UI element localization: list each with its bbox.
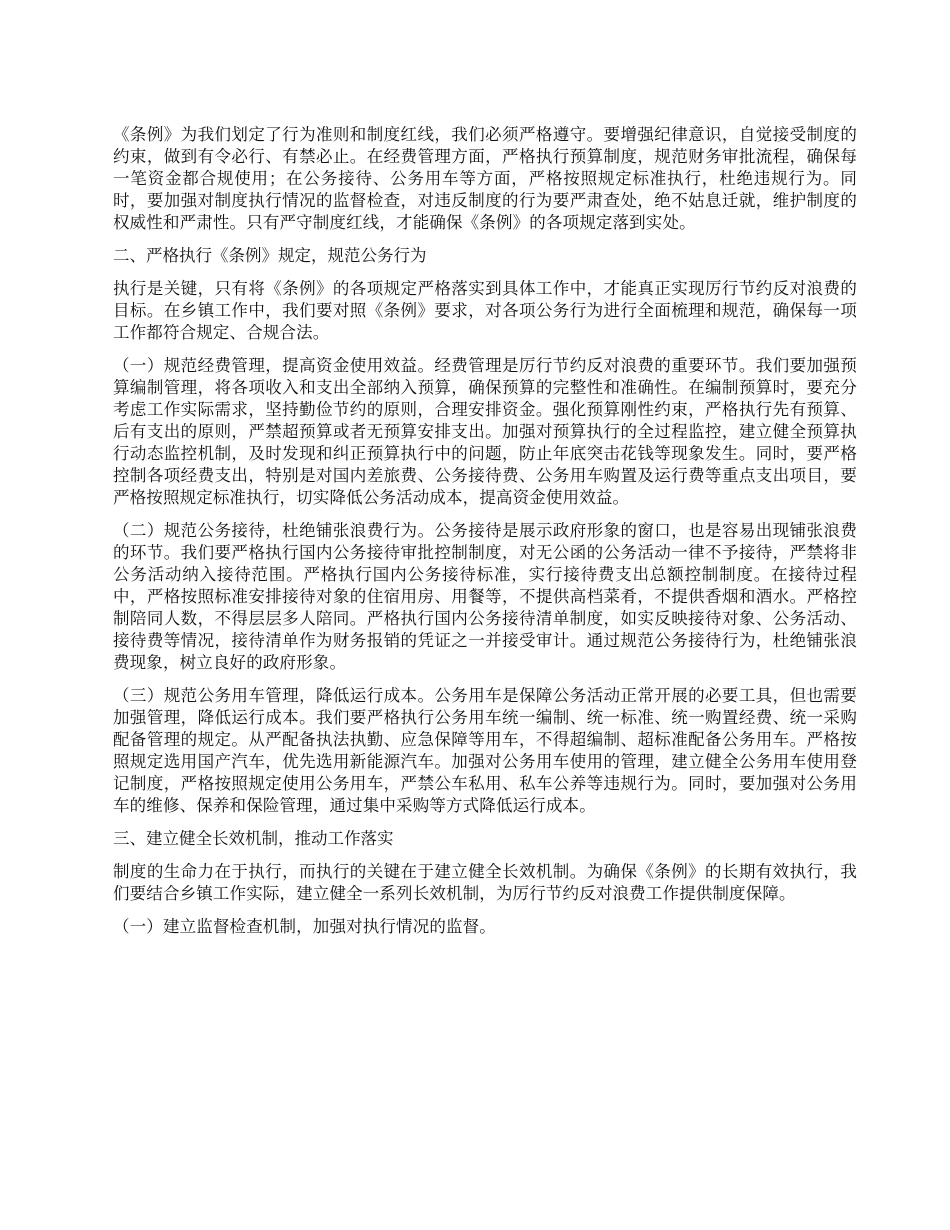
- section-heading-3: 三、建立健全长效机制，推动工作落实: [113, 829, 394, 848]
- paragraph-official-vehicles: （三）规范公务用车管理，降低运行成本。公务用车是保障公务活动正常开展的必要工具，但也需要加强管理，降低运行成本。我们要严格执行公务用车统一编制、统一标准、统一购置经费、统一采购配备管理的规定。从严配备执法执勤、应急保障等用车，不得超编制、超标准配备公务用车。严格按照规定选用国产汽车，优先选用新能源汽车。加强对公务用车使用的管理，建立健全公务用车使用登记制度，严格按照规定使用公务用车，严禁公车私用、私车公养等违规行为。同时，要加强对公务用车的维修、保养和保险管理，通过集中采购等方式降低运行成本。: [113, 686, 857, 815]
- document-body: [113, 124, 857, 949]
- paragraph-official-reception: （二）规范公务接待，杜绝铺张浪费行为。公务接待是展示政府形象的窗口，也是容易出现铺张浪费的环节。我们要严格执行国内公务接待审批控制制度，对无公函的公务活动一律不予接待，严禁将非公务活动纳入接待范围。严格执行国内公务接待标准，实行接待费支出总额控制制度。在接待过程中，严格按照标准安排接待对象的住宿用房、用餐等，不提供高档菜肴，不提供香烟和酒水。严格控制陪同人数，不得层层多人陪同。严格执行国内公务接待清单制度，如实反映接待对象、公务活动、接待费等情况，接待清单作为财务报销的凭证之一并接受审计。通过规范公务接待行为，杜绝铺张浪费现象，树立良好的政府形象。: [113, 521, 857, 672]
- section-heading-2: 二、严格执行《条例》规定，规范公务行为: [113, 246, 427, 265]
- paragraph-long-term-mechanism: 制度的生命力在于执行，而执行的关键在于建立健全长效机制。为确保《条例》的长期有效执行，我们要结合乡镇工作实际，建立健全一系列长效机制，为厉行节约反对浪费工作提供制度保障。: [113, 862, 857, 903]
- paragraph-execution-key: 执行是关键，只有将《条例》的各项规定严格落实到具体工作中，才能真正实现厉行节约反对浪费的目标。在乡镇工作中，我们要对照《条例》要求，对各项公务行为进行全面梳理和规范，确保每一项工作都符合规定、合规合法。: [113, 279, 857, 342]
- paragraph-fund-management: （一）规范经费管理，提高资金使用效益。经费管理是厉行节约反对浪费的重要环节。我们要加强预算编制管理，将各项收入和支出全部纳入预算，确保预算的完整性和准确性。在编制预算时，要充分考虑工作实际需求，坚持勤俭节约的原则，合理安排资金。强化预算刚性约束，严格执行先有预算、后有支出的原则，严禁超预算或者无预算安排支出。加强对预算执行的全过程监控，建立健全预算执行动态监控机制，及时发现和纠正预算执行中的问题，防止年底突击花钱等现象发生。同时，要严格控制各项经费支出，特别是对国内差旅费、公务接待费、公务用车购置及运行费等重点支出项目，要严格按照规定标准执行，切实降低公务活动成本，提高资金使用效益。: [113, 356, 857, 507]
- paragraph-regulations-red-line: 《条例》为我们划定了行为准则和制度红线，我们必须严格遵守。要增强纪律意识，自觉接受制度的约束，做到有令必行、有禁必止。在经费管理方面，严格执行预算制度，规范财务审批流程，确保每一笔资金都合规使用；在公务接待、公务用车等方面，严格按照规定标准执行，杜绝违规行为。同时，要加强对制度执行情况的监督检查，对违反制度的行为要严肃查处，绝不姑息迁就，维护制度的权威性和严肃性。只有严守制度红线，才能确保《条例》的各项规定落到实处。: [113, 125, 857, 232]
- paragraph-supervision-mechanism: （一）建立监督检查机制，加强对执行情况的监督。: [113, 917, 496, 936]
